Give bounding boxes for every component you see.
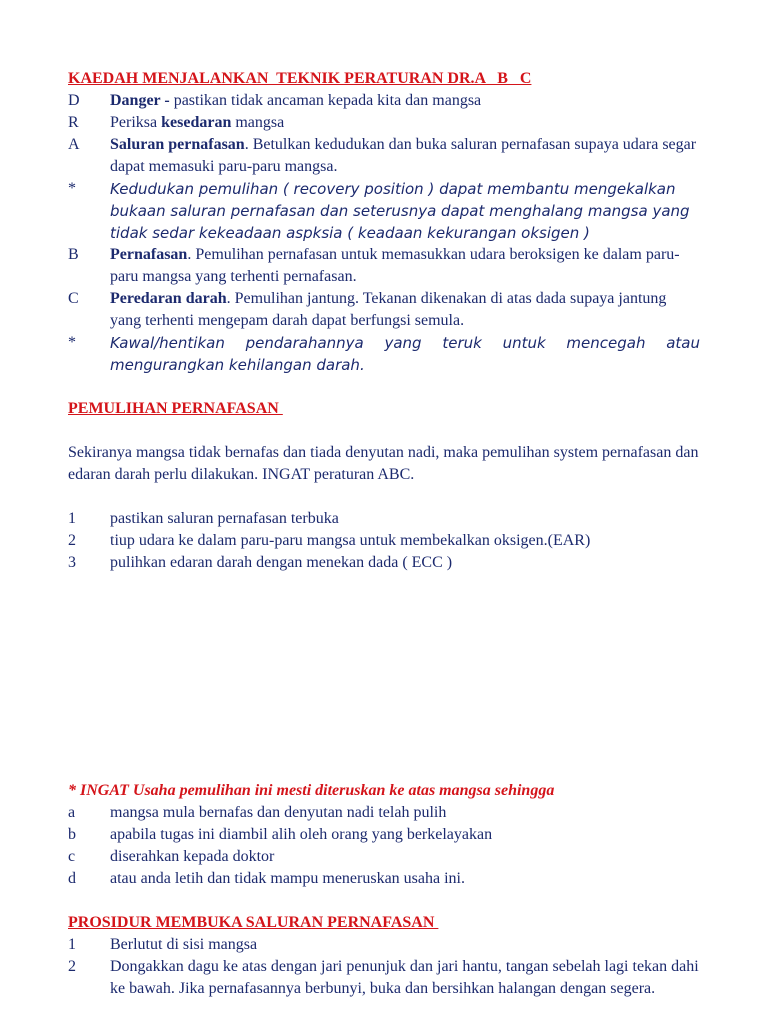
item-text: diserahkan kepada doktor — [110, 848, 275, 865]
item-text: atau anda letih dan tidak mampu meneruskan usaha ini. — [110, 870, 465, 887]
item-note-text: Kawal/hentikan pendarahannya yang teruk untuk mencegah atau — [110, 334, 700, 352]
item-marker: D — [68, 92, 80, 109]
item-bold-term: Pernafasan — [110, 246, 188, 263]
item-text: pastikan saluran pernafasan terbuka — [110, 510, 339, 527]
item-text: . Pemulihan pernafasan untuk memasukkan udara beroksigen ke dalam paru-paru mangsa yang terhenti pernafasan. — [110, 246, 680, 285]
section-title-pemulihan: PEMULIHAN PERNAFASAN — [68, 400, 283, 417]
item-text: mangsa — [231, 114, 285, 131]
list-item — [68, 530, 700, 552]
item-note-text-2: mengurangkan kehilangan darah. — [110, 356, 365, 374]
list-item — [68, 244, 700, 288]
item-marker: 3 — [68, 554, 76, 571]
item-text: . Pemulihan jantung. Tekanan dikenakan di atas dada supaya jantung yang terhenti mengepam darah dapat berfungsi semula. — [110, 290, 667, 329]
warning-line: * INGAT Usaha pemulihan ini mesti diteruskan ke atas mangsa sehingga — [68, 782, 555, 799]
list-item — [68, 934, 700, 956]
item-bold-term: Peredaran darah — [110, 290, 227, 307]
item-marker: 1 — [68, 936, 76, 953]
list-item-note — [68, 332, 700, 376]
item-marker: 2 — [68, 958, 76, 975]
item-note-text: Kedudukan pemulihan ( recovery position ) dapat membantu mengekalkan bukaan saluran pernafasan dan seterusnya dapat menghalang mangsa yang tidak sedar kekeadaan aspksia ( keadaan kekurangan oksigen ) — [110, 180, 690, 242]
item-marker: R — [68, 114, 79, 131]
item-marker: b — [68, 826, 76, 843]
item-marker: * — [68, 334, 76, 351]
item-text: pastikan tidak ancaman kepada kita dan mangsa — [169, 92, 482, 109]
section-paragraph: Sekiranya mangsa tidak bernafas dan tiada denyutan nadi, maka pemulihan system pernafasan dan edaran darah perlu dilakukan. INGAT peraturan ABC. — [68, 444, 699, 483]
section-title-abc: KAEDAH MENJALANKAN TEKNIK PERATURAN DR.A B C — [68, 70, 532, 87]
item-bold-term: Danger - — [110, 92, 170, 109]
item-marker: * — [68, 180, 76, 197]
item-text: . Betulkan kedudukan dan buka saluran pernafasan supaya udara segar dapat memasuki paru-paru mangsa. — [110, 136, 697, 175]
item-marker: a — [68, 804, 76, 821]
list-item — [68, 134, 700, 178]
item-marker: c — [68, 848, 76, 865]
item-text: pulihkan edaran darah dengan menekan dada ( ECC ) — [110, 554, 453, 571]
list-item — [68, 956, 700, 1000]
item-text: Berlutut di sisi mangsa — [110, 936, 258, 953]
list-item — [68, 846, 700, 868]
list-item — [68, 508, 700, 530]
item-text: apabila tugas ini diambil alih oleh orang yang berkelayakan — [110, 826, 493, 843]
item-text: Dongakkan dagu ke atas dengan jari penunjuk dan jari hantu, tangan sebelah lagi tekan dahi ke bawah. Jika pernafasannya berbunyi, buka dan bersihkan halangan dengan segera. — [110, 958, 699, 997]
item-bold-term: kesedaran — [161, 114, 232, 131]
item-marker: d — [68, 870, 76, 887]
document-page — [68, 68, 700, 1000]
item-marker: B — [68, 246, 79, 263]
list-item — [68, 552, 700, 574]
item-text: mangsa mula bernafas dan denyutan nadi telah pulih — [110, 804, 447, 821]
item-text-pre: Periksa — [110, 114, 162, 131]
list-item — [68, 112, 700, 134]
item-marker: 2 — [68, 532, 76, 549]
item-text: tiup udara ke dalam paru-paru mangsa untuk membekalkan oksigen.(EAR) — [110, 532, 591, 549]
list-item — [68, 90, 700, 112]
list-item — [68, 824, 700, 846]
section-title-prosidur: PROSIDUR MEMBUKA SALURAN PERNAFASAN — [68, 914, 439, 931]
item-marker: 1 — [68, 510, 76, 527]
list-item — [68, 288, 700, 332]
item-marker: C — [68, 290, 79, 307]
item-marker: A — [68, 136, 80, 153]
list-item-note — [68, 178, 700, 244]
list-item — [68, 868, 700, 890]
item-bold-term: Saluran pernafasan — [110, 136, 245, 153]
list-item — [68, 802, 700, 824]
